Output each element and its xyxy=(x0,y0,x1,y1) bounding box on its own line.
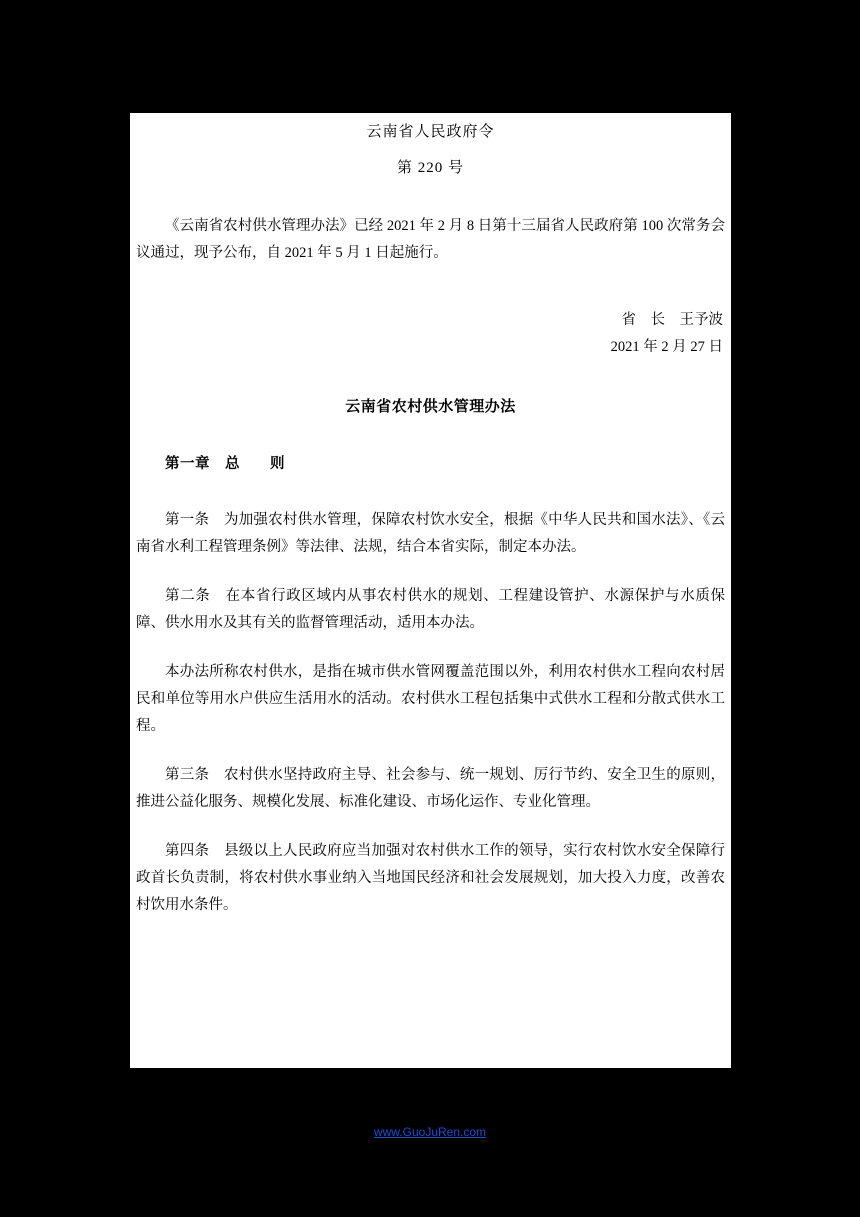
article-label: 第一条 xyxy=(165,512,210,528)
article-text: 为加强农村供水管理，保障农村饮水安全，根据《中华人民共和国水法》、《云南省水利工程管理条例》等法律、法规，结合本省实际，制定本办法。 xyxy=(136,512,726,555)
footer-watermark-link[interactable]: www.GuoJuRen.com xyxy=(373,1125,487,1139)
signature-block xyxy=(136,307,725,361)
decree-title: 云南省人民政府令 xyxy=(366,124,495,140)
article-label: 第二条 xyxy=(165,588,211,604)
law-title: 云南省农村供水管理办法 xyxy=(345,398,516,415)
decree-number: 第 220 号 xyxy=(396,160,464,176)
promulgation-paragraph: 《云南省农村供水管理办法》已经 2021 年 2 月 8 日第十三届省人民政府第 100 次常务会议通过，现予公布，自 2021 年 5 月 1 日起施行。 xyxy=(136,218,725,261)
document-sheet xyxy=(130,113,731,1068)
article-paragraph xyxy=(136,507,725,561)
article-text: 县级以上人民政府应当加强对农村供水工作的领导，实行农村饮水安全保障行政首长负责制，将农村供水事业纳入当地国民经济和社会发展规划，加大投入力度，改善农村饮用水条件。 xyxy=(136,843,726,913)
chapter-heading-one: 第一章 总 则 xyxy=(165,456,285,472)
article-label: 第三条 xyxy=(165,767,210,783)
article-text: 本办法所称农村供水，是指在城市供水管网覆盖范围以外，利用农村供水工程向农村居民和单位等用水户供应生活用水的活动。农村供水工程包括集中式供水工程和分散式供水工程。 xyxy=(136,664,725,734)
document-body xyxy=(130,121,731,1076)
article-paragraph xyxy=(136,583,725,637)
article-text: 在本省行政区域内从事农村供水的规划、工程建设管护、水源保护与水质保障、供水用水及其有关的监督管理活动，适用本办法。 xyxy=(136,588,726,631)
signature-date: 2021 年 2 月 27 日 xyxy=(610,339,723,355)
article-paragraph xyxy=(136,659,725,740)
article-text: 农村供水坚持政府主导、社会参与、统一规划、厉行节约、安全卫生的原则，推进公益化服务、规模化发展、标准化建设、市场化运作、专业化管理。 xyxy=(136,767,726,810)
article-paragraph xyxy=(136,838,725,919)
article-paragraph xyxy=(136,762,725,816)
article-label: 第四条 xyxy=(165,843,210,859)
signature-title: 省 长 王予波 xyxy=(621,312,723,328)
